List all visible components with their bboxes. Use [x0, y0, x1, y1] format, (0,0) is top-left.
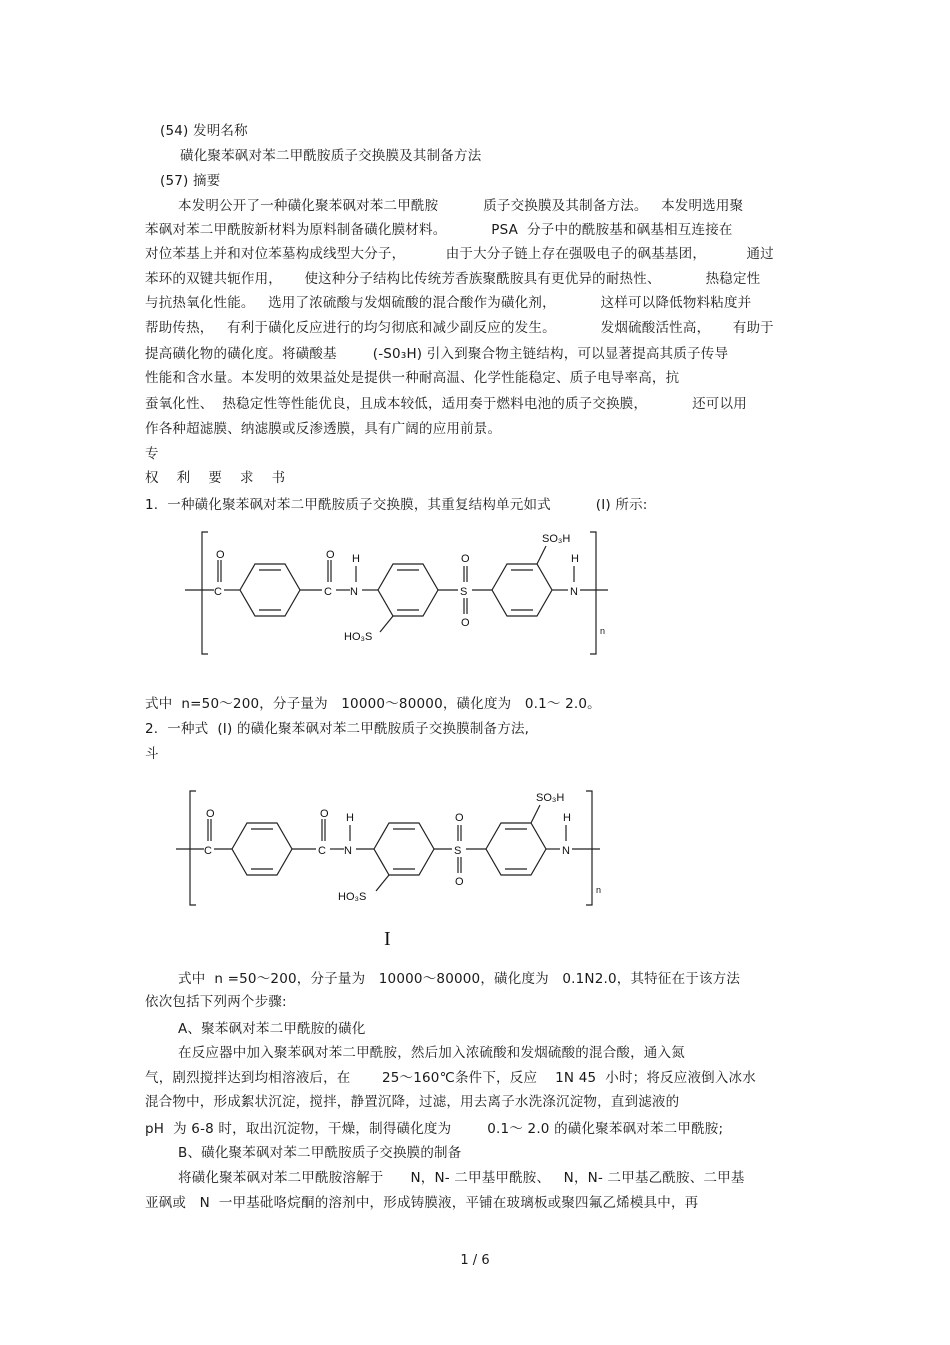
- atom-h: H: [346, 812, 354, 824]
- claim-1-formula-note: 式中 n=50～200，分子量为 10000～80000，磺化度为 0.1～ 2.0。: [145, 696, 601, 712]
- atom-s: S: [460, 586, 468, 598]
- atom-n: N: [344, 845, 352, 857]
- atom-c: C: [318, 845, 326, 857]
- atom-o: O: [326, 549, 335, 561]
- claim-1: 1. 一种磺化聚苯砜对苯二甲酰胺质子交换膜，其重复结构单元如式 (I) 所示:: [145, 497, 648, 513]
- group-so3h: SO₃H: [542, 533, 571, 545]
- atom-n: N: [570, 586, 578, 598]
- step-b-line: 亚砜或 N 一甲基砒咯烷酮的溶剂中，形成铸膜液，平铺在玻璃板或聚四氟乙烯模具中，再: [145, 1195, 699, 1211]
- stray-char: 斗: [145, 746, 159, 762]
- claim-2-formula-note: 式中 n =50～200，分子量为 10000～80000，磺化度为 0.1N2.0，其特征在于该方法: [178, 971, 741, 987]
- atom-n: N: [350, 586, 358, 598]
- step-a-line: pH 为 6-8 时，取出沉淀物，干燥，制得磺化度为 0.1～ 2.0 的磺化聚苯砜对苯二甲酰胺;: [145, 1121, 724, 1137]
- step-a-line: 气，剧烈搅拌达到均相溶液后，在 25～160℃条件下，反应 1N 45 小时；将反应液倒入冰水: [145, 1070, 756, 1086]
- atom-o: O: [461, 617, 470, 629]
- atom-h: H: [571, 553, 579, 565]
- atom-n: N: [562, 845, 570, 857]
- claim-2: 2. 一种式 (I) 的磺化聚苯砜对苯二甲酰胺质子交换膜制备方法,: [145, 721, 530, 737]
- abstract-line: 与抗热氧化性能。 选用了浓硫酸与发烟硫酸的混合酸作为磺化剂， 这样可以降低物料粘度并: [145, 295, 752, 311]
- subscript-n: n: [596, 885, 602, 895]
- abstract-line: 性能和含水量。本发明的效果益处是提供一种耐高温、化学性能稳定、质子电导率高，抗: [145, 370, 680, 386]
- atom-o: O: [455, 876, 464, 888]
- subscript-n: n: [600, 626, 606, 636]
- atom-c: C: [214, 586, 222, 598]
- group-so3h: SO₃H: [536, 792, 565, 804]
- step-a-line: 混合物中，形成絮状沉淀，搅拌，静置沉降，过滤，用去离子水洗涤沉淀物，直到滤液的: [145, 1094, 680, 1110]
- abstract-line: 蚕氧化性、 热稳定性等性能优良，且成本较低，适用奏于燃料电池的质子交换膜， 还可以用: [145, 396, 747, 412]
- stray-char: 专: [145, 446, 159, 462]
- step-b-line: 将磺化聚苯砜对苯二甲酰胺溶解于 N，N- 二甲基甲酰胺、 N，N- 二甲基乙酰胺、二甲基: [178, 1170, 745, 1186]
- claims-heading: 权 利 要 求 书: [145, 470, 286, 486]
- atom-o: O: [320, 808, 329, 820]
- atom-o: O: [461, 553, 470, 565]
- group-ho3s: HO₃S: [344, 631, 373, 643]
- abstract-line: 提高磺化物的磺化度。将磺酸基 (-S0₃H) 引入到聚合物主链结构，可以显著提高其质子传导: [145, 346, 729, 362]
- invention-title: 磺化聚苯砜对苯二甲酰胺质子交换膜及其制备方法: [180, 148, 482, 164]
- formula-id: I: [384, 928, 391, 950]
- step-b-title: B、磺化聚苯砜对苯二甲酰胺质子交换膜的制备: [178, 1145, 462, 1161]
- abstract-line: 苯环的双键共轭作用， 使这种分子结构比传统芳香族聚酰胺具有更优异的耐热性、 热稳定性: [145, 271, 761, 287]
- page-number: 1 / 6: [460, 1253, 490, 1268]
- claim-2-formula-note: 依次包括下列两个步骤:: [145, 994, 287, 1010]
- chemical-structure-2: [168, 783, 618, 953]
- group-ho3s: HO₃S: [338, 891, 367, 903]
- atom-h: H: [563, 812, 571, 824]
- section-label-57: (57) 摘要: [160, 173, 221, 189]
- abstract-line: 对位苯基上并和对位苯墓构成线型大分子， 由于大分子链上存在强吸电子的砜基基团， 通过: [145, 246, 774, 262]
- step-a-line: 在反应器中加入聚苯砜对苯二甲酰胺，然后加入浓硫酸和发烟硫酸的混合酸，通入氮: [178, 1045, 685, 1061]
- abstract-line: 作各种超滤膜、纳滤膜或反渗透膜，具有广阔的应用前景。: [145, 421, 502, 437]
- atom-o: O: [216, 549, 225, 561]
- abstract-line: 帮助传热， 有利于磺化反应进行的均匀彻底和减少副反应的发生。 发烟硫酸活性高， 有助于: [145, 320, 774, 336]
- abstract-line: 苯砜对苯二甲酰胺新材料为原料制备磺化膜材料。 PSA 分子中的酰胺基和砜基相互连接在: [145, 222, 733, 238]
- atom-h: H: [352, 553, 360, 565]
- chemical-structure-1: [180, 522, 620, 667]
- abstract-line: 本发明公开了一种磺化聚苯砜对苯二甲酰胺 质子交换膜及其制备方法。 本发明选用聚: [178, 198, 744, 214]
- atom-o: O: [206, 808, 215, 820]
- section-label-54: (54) 发明名称: [160, 123, 248, 139]
- atom-c: C: [204, 845, 212, 857]
- atom-s: S: [454, 845, 462, 857]
- atom-o: O: [455, 812, 464, 824]
- step-a-title: A、聚苯砜对苯二甲酰胺的磺化: [178, 1021, 366, 1037]
- atom-c: C: [324, 586, 332, 598]
